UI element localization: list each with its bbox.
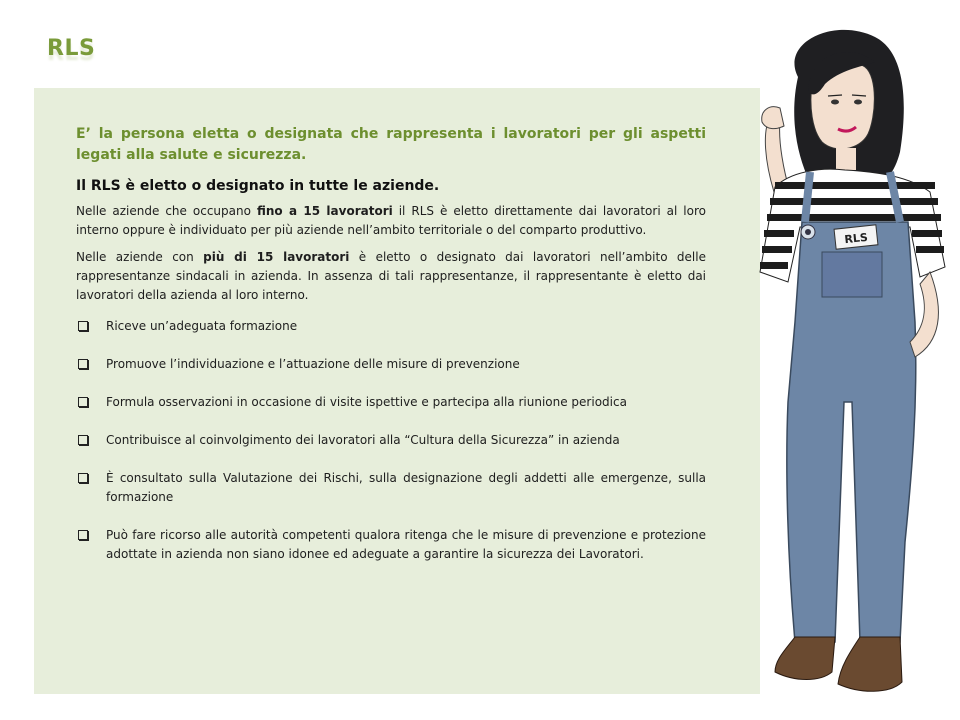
list-item-text: Contribuisce al coinvolgimento dei lavoratori alla “Cultura della Sicurezza” in azienda — [106, 433, 620, 447]
list-item-text: Riceve un’adeguata formazione — [106, 319, 298, 333]
paragraph-text: Nelle aziende con — [76, 250, 204, 264]
checkbox-bullet-icon — [78, 321, 88, 331]
badge-label: RLS — [843, 230, 869, 247]
checkbox-bullet-icon — [78, 530, 88, 540]
list-item-text: Promuove l’individuazione e l’attuazione delle misure di prevenzione — [106, 357, 520, 371]
paragraph-text: Nelle aziende che occupano — [76, 204, 257, 218]
paragraph-emphasis: più di 15 lavoratori — [203, 250, 350, 264]
intro-text: E’ la persona eletta o designata che rappresenta i lavoratori per gli aspetti legati alla salute e sicurezza. — [76, 126, 706, 163]
list-item-text: Può fare ricorso alle autorità competenti qualora ritenga che le misure di prevenzione e protezione adottate in azienda non siano idonee ed adeguate a garantire la sicurezza dei Lavoratori. — [106, 528, 706, 561]
checkbox-bullet-icon — [78, 397, 88, 407]
section-heading: Il RLS è eletto o designato in tutte le aziende. — [76, 178, 440, 194]
paragraph-emphasis: fino a 15 lavoratori — [256, 204, 393, 218]
list-item — [76, 355, 706, 374]
paragraph-text: il RLS è eletto direttamente dai lavoratori al loro interno oppure è individuato per più aziende nell’ambito territoriale o del comparto produttivo. — [76, 204, 706, 237]
list-item — [76, 317, 706, 336]
list-item — [76, 469, 706, 507]
list-item — [76, 393, 706, 412]
rls-illustration — [740, 22, 960, 702]
duties-list — [76, 317, 706, 564]
page-title: RLS — [47, 36, 96, 61]
list-item — [76, 526, 706, 564]
checkbox-bullet-icon — [78, 359, 88, 369]
paragraph-text: è eletto o designato dai lavoratori nell’ambito delle rappresentanze sindacali in azienda. In assenza di tali rappresentanze, il rappresentante è eletto dai lavoratori della azienda al loro interno. — [76, 250, 706, 302]
paragraph-large-companies — [76, 248, 706, 305]
paragraph-small-companies — [76, 202, 706, 240]
checkbox-bullet-icon — [78, 473, 88, 483]
list-item-text: È consultato sulla Valutazione dei Rischi, sulla designazione degli addetti alle emergenze, sulla formazione — [106, 471, 706, 504]
list-item — [76, 431, 706, 450]
list-item-text: Formula osservazioni in occasione di visite ispettive e partecipa alla riunione periodica — [106, 395, 627, 409]
content-area — [76, 124, 706, 583]
checkbox-bullet-icon — [78, 435, 88, 445]
